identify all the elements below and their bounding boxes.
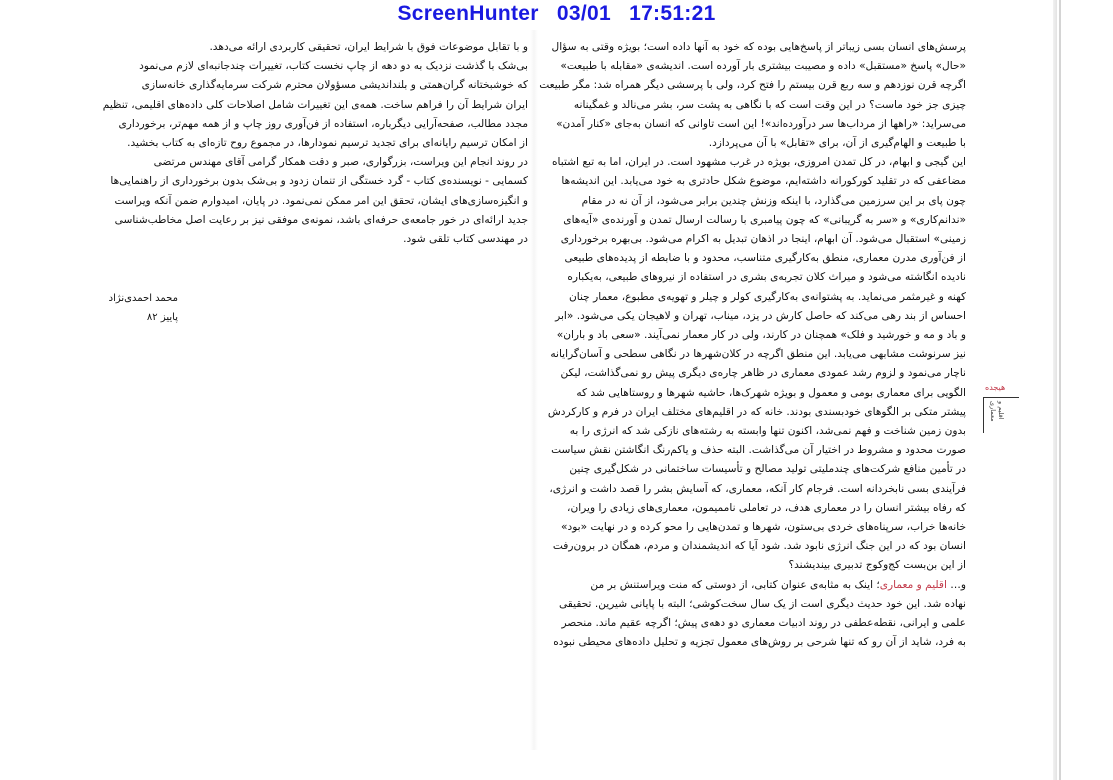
margin-rule-horizontal (983, 397, 1019, 398)
right-column-line: و باد و مه و خورشید و فلک» همچنان در کارند، ولی در کار معمار نمی‌آیند. «سعی باد و باران» (556, 329, 966, 342)
left-column-line: جدید ارائه‌ای در خور جامعه‌ی حرفه‌ای باشد، نمونه‌ی موفقی نیز بر رعایت اصل مخاطب‌شناسی (114, 213, 528, 226)
signature-block (98, 289, 178, 327)
right-column-line: پیشتر متکی بر الگوهای خودبسندی بودند. خانه که در اقلیم‌های مختلف ایران در فرم و کارکردش (547, 405, 966, 418)
left-text-column (98, 38, 528, 249)
right-column-line: با طبیعت و الهام‌گیری از آن، برای «تقابل» با آن می‌پردازد. (708, 137, 966, 150)
page-edge-shadow (1059, 0, 1061, 780)
right-column-line: از فن‌آوری مدرن معماری، منطق به‌کارگیری متناسب، محدود و با ضابطه از پدیده‌های طبیعی (564, 252, 966, 265)
page-number-label: هیجده (985, 383, 1006, 392)
right-column-line: از این بن‌بست کج‌وکوج تدبیری بیندیشند؟ (788, 559, 966, 572)
stamp-date: 03/01 (556, 2, 611, 25)
left-column-line: و با تقابل موضوعات فوق با شرایط ایران، تحقیقی کاربردی ارائه می‌دهد. (209, 41, 528, 53)
right-column-line: که رفاه بیشتر انسان را در معماری هدف، در تعاملی ناممیمون، معماری‌های زیادی را ویران، (567, 501, 966, 514)
right-column-line: و… اقلیم و معماری؛ اینک به مثابه‌ی عنوان کتابی، از دوستی که منت ویراستنش بر من (590, 578, 966, 591)
right-column-line: احساس از بند رهی می‌کند که حاصل کارش در یزد، میناب، تهران و لاهیجان یکی می‌شود. «ابر (555, 309, 966, 322)
right-column-line: چیزی جز خود ماست؟ در این وقت است که با نگاهی به پشت سر، بشر می‌نالد و غمگینانه (573, 98, 966, 111)
right-column-line: الگویی برای معماری بومی و معمول و بویژه شهرک‌ها، حاشیه شهرها و روستاهایی شد که (576, 386, 966, 399)
page-edge (1053, 0, 1057, 780)
right-column-line: انسان بود که در این جنگ انرژی نابود شد. شود آیا که اندیشمندان و مردم، همگان در برون‌رفت (552, 540, 966, 553)
right-column-line: زمینی» استقبال می‌شود. آن ابهام، اینجا در اذهان تبدیل به اکرام می‌شود. بی‌بهره برخورداری (560, 233, 966, 246)
left-column-line: که خوشبختانه گران‌همتی و بلنداندیشی مسؤولان محترم شرکت سرمایه‌گذاری خانه‌سازی (141, 79, 528, 92)
right-column-line: اگرچه قرن نوزدهم و سه ربع قرن بیستم را فتح کرد، ولی با پرسشی دیگر همراه شد: مگر طبیعت (539, 79, 966, 92)
author-date: پاییز ۸۲ (146, 312, 178, 323)
right-text-column (536, 38, 966, 653)
screenhunter-stamp (0, 2, 1113, 26)
author-name: محمد احمدی‌نژاد (108, 293, 178, 304)
right-column-line: پرسش‌های انسان بسی زیباتر از پاسخ‌هایی بوده که خود به آنها داده است؛ بویژه وقتی به سؤال (551, 41, 966, 53)
left-column-line: در مهندسی کتاب تلقی شود. (403, 233, 528, 246)
left-column-line: و انگیزه‌سازی‌های ایشان، تحقق این امر ممکن نمی‌نمود. در پایان، امیدوارم ضمن آنکه ویراست (114, 194, 528, 207)
right-column-line: ناچار می‌نمود و لزوم رشد عمودی معماری در ظاهر چاره‌ی دیگری پیش رو نمی‌گذاشت، لیکن (560, 367, 966, 380)
right-column-line: بدون زمین شناخت و فهم نمی‌شد، اکنون تنها وابسته به رشته‌های نازکی شد که انرژی را به (569, 425, 966, 438)
left-column-line: کسمایی - نویسنده‌ی کتاب - گرد خستگی از تنمان زدود و بی‌شک بدون برخورداری از راهنمایی‌ها (110, 175, 528, 188)
right-column-line: علمی و ایرانی، نقطه‌عطفی در روند ادبیات معماری دو دهه‌ی پیش؛ اگرچه عقیم ماند. منحصر (561, 617, 966, 630)
right-column-line: فرآیندی بسی نابخردانه است. فرجام کار آنکه، معماری، که آسایش بشر را قصد داشت و انرژی، (549, 482, 966, 495)
right-column-line: چون پای بر این سرزمین می‌گذارد، با اینکه وزنش چندین برابر می‌شود، از آن نه در مقام (581, 194, 966, 207)
right-column-line: «حال» پاسخ «مستقبل» داده و مصیبت بیشتری بار آورده است. اندیشه‌ی «مقابله با طبیعت» (560, 60, 966, 73)
right-column-line: می‌سراید: «راهها از مرداب‌ها سر درآورده‌اند»! این است تاوانی که انسان به‌جای «کنار آمدن» (556, 117, 966, 130)
right-column-line: نادیده انگاشته می‌شود و میراث کلان تجربه‌ی بشری در استفاده از نیروهای طبیعی، به‌یکباره (567, 271, 966, 284)
right-column-line: این گیجی و ابهام، در کل تمدن امروزی، بویژه در غرب مشهود است. در ایران، اما به تبع اشتباه (552, 156, 966, 169)
margin-tab (983, 383, 1019, 431)
stamp-app: ScreenHunter (397, 2, 539, 25)
right-column-line: نیز سرنوشت مشابهی می‌یابد. این منطق اگرچه در کلان‌شهرها در نگاهی سطحی و آسان‌گرایانه (550, 348, 966, 361)
left-column-line: بی‌شک با گذشت نزدیک به دو دهه از چاپ نخست کتاب، تغییرات چندجانبه‌ای لازم می‌نمود (139, 60, 528, 73)
left-column-line: در روند انجام این ویراست، بزرگواری، صبر و دقت همکار گرامی آقای مهندس مرتضی (153, 156, 528, 169)
right-column-line: کهنه و غیرمثمر می‌نماید. به پشتوانه‌ی به‌کارگیری کولر و چیلر و تهویه‌ی مطبوع، معمار چنان (568, 290, 966, 303)
right-column-line: نهاده شد. این خود حدیث دیگری است از یک سال سخت‌کوشی؛ البته با پایانی شیرین. تحقیقی (558, 597, 966, 610)
section-running-head: اقلیم و معماری (989, 401, 1005, 422)
right-column-line: مضاعفی که در تقلید کورکورانه داشته‌ایم، موضوع شکل حادتری به خود می‌یابد. این اندیشه‌ها (561, 175, 966, 188)
right-column-line: در تأمین منافع شرکت‌های چندملیتی تولید مصالح و تأسیسات ساختمانی در شکل‌گیری چنین (569, 463, 966, 476)
right-column-line: خانه‌ها خراب، سرپناه‌های خردی بی‌ستون، شهرها و تمدن‌هایی را محو کرده و در نهایت «بود» (561, 521, 966, 534)
left-column-line: از امکان ترسیم رایانه‌ای برای تجدید ترسیم نمودارها، در مجموع روح تازه‌ای به کتاب بخشید. (127, 137, 528, 150)
right-column-line: صورت محدود و مشروط در اختیار آن می‌گذاشت. البته حذف و یاکم‌رنگ انگاشتن نقش سیاست (551, 444, 966, 457)
book-title-highlight: اقلیم و معماری (879, 578, 947, 591)
stamp-time: 17:51:21 (629, 2, 716, 25)
left-column-line: مجدد مطالب، صفحه‌آرایی دیگرباره، استفاده از فن‌آوری روز چاپ و از همه مهم‌تر، برخورداری (118, 117, 528, 130)
right-column-line: «ندانم‌کاری» و «سر به گریبانی» که چون پیامبری با رسالت ارسال تمدن و آورنده‌ی «آیه‌های (563, 213, 966, 226)
left-column-line: ایران شرایط آن را فراهم ساخت. همه‌ی این تغییرات شامل اصلاحات کلی داده‌های اقلیمی، تنظیم (102, 98, 528, 111)
right-column-line: به فرد، شاید از آن رو که تنها شرحی بر روش‌های معمول تجزیه و تحلیل داده‌های محیطی نبوده (553, 636, 966, 649)
margin-rule-vertical (983, 397, 984, 433)
